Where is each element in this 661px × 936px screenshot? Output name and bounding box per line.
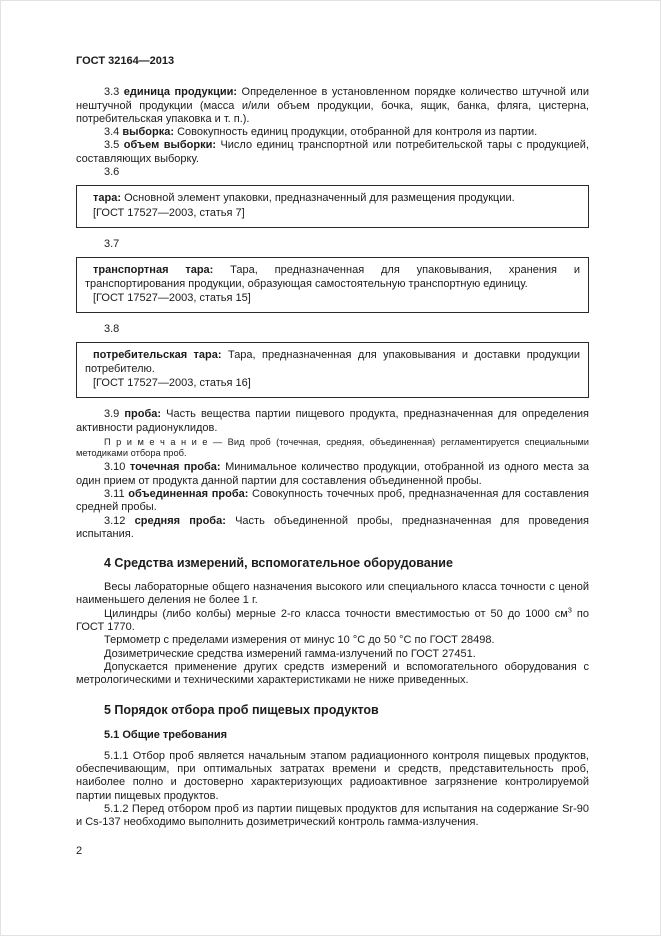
- section-heading: 5 Порядок отбора проб пищевых продуктов: [104, 702, 379, 717]
- paragraph: 5.1.1 Отбор проб является начальным этапом радиационного контроля пищевых продуктов, обеспечивающим, при оптимальных затратах времени и средств, представительность проб, наиболее полно и достоверно характеризующих радиоактивное загрязнение контролируемой партии пищевых продуктов.: [76, 749, 589, 802]
- paragraph: Дозиметрические средства измерений гамма-излучений по ГОСТ 27451.: [104, 647, 476, 660]
- paragraph: Допускается применение других средств измерений и вспомогательного оборудования с метрологическими и техническими характеристиками не ниже приведенных.: [76, 660, 589, 687]
- paragraph: 3.3 единица продукции: Определенное в установленном порядке количество штучной или нештучной продукции (масса и/или объем продукции, бочка, ящик, банка, фляга, цистерна, потребительская упаковка и т. п.).: [76, 86, 589, 125]
- definition-box: [76, 257, 589, 313]
- document-body: [76, 86, 589, 829]
- definition-source: [ГОСТ 17527—2003, статья 7]: [93, 206, 245, 219]
- note-text: П р и м е ч а н и е — Вид проб (точечная, средняя, объединенная) регламентируется специальными методиками отбора проб.: [76, 436, 589, 459]
- page-number: 2: [76, 845, 83, 857]
- definition-source: [ГОСТ 17527—2003, статья 16]: [93, 377, 251, 390]
- paragraph: 3.12 средняя проба: Часть объединенной пробы, предназначенная для проведения испытания.: [76, 514, 590, 540]
- paragraph: 3.11 объединенная проба: Совокупность точечных проб, предназначенная для составления средней пробы.: [76, 487, 589, 514]
- definition-box: [76, 342, 589, 398]
- paragraph: 3.5 объем выборки: Число единиц транспортной или потребительской тары с продукцией, составляющих выборку.: [76, 139, 589, 165]
- subsection-heading: 5.1 Общие требования: [104, 728, 228, 741]
- paragraph: 3.10 точечная проба: Минимальное количество продукции, отобранной из одного места за один прием от продукта данной партии для составления объединенной пробы.: [76, 461, 589, 487]
- paragraph: 3.6: [104, 166, 120, 179]
- section-heading: 4 Средства измерений, вспомогательное оборудование: [104, 556, 453, 571]
- definition-box: [76, 185, 589, 228]
- paragraph: 3.9 проба: Часть вещества партии пищевого продукта, предназначенная для определения активности радионуклидов.: [76, 408, 590, 434]
- definition-text: тара: Основной элемент упаковки, предназначенный для размещения продукции.: [93, 192, 515, 205]
- definition-source: [ГОСТ 17527—2003, статья 15]: [93, 291, 251, 304]
- paragraph: 3.8: [104, 323, 120, 336]
- paragraph: Цилиндры (либо колбы) мерные 2-го класса точности вместимостью от 50 до 1000 $см^3$ по ГОСТ 1770.: [76, 605, 589, 634]
- paragraph: 5.1.2 Перед отбором проб из партии пищевых продуктов для испытания на содержание Sr-90 и Cs-137 необходимо выполнить дозиметрический контроль гамма-излучения.: [76, 802, 589, 829]
- definition-text: транспортная тара: Тара, предназначенная для упаковывания, хранения и транспортирования продукции, образующая самостоятельную транспортную единицу.: [85, 264, 580, 290]
- document-code: ГОСТ 32164—2013: [76, 55, 175, 67]
- paragraph: Термометр с пределами измерения от минус 10 °С до 50 °С по ГОСТ 28498.: [104, 634, 495, 647]
- paragraph: 3.4 выборка: Совокупность единиц продукции, отобранной для контроля из партии.: [104, 126, 538, 139]
- paragraph: 3.7: [104, 237, 120, 250]
- definition-text: потребительская тара: Тара, предназначенная для упаковывания и доставки продукции потребителю.: [85, 349, 580, 375]
- paragraph: Весы лабораторные общего назначения высокого или специального класса точности с ценой наименьшего деления не более 1 г.: [76, 581, 589, 607]
